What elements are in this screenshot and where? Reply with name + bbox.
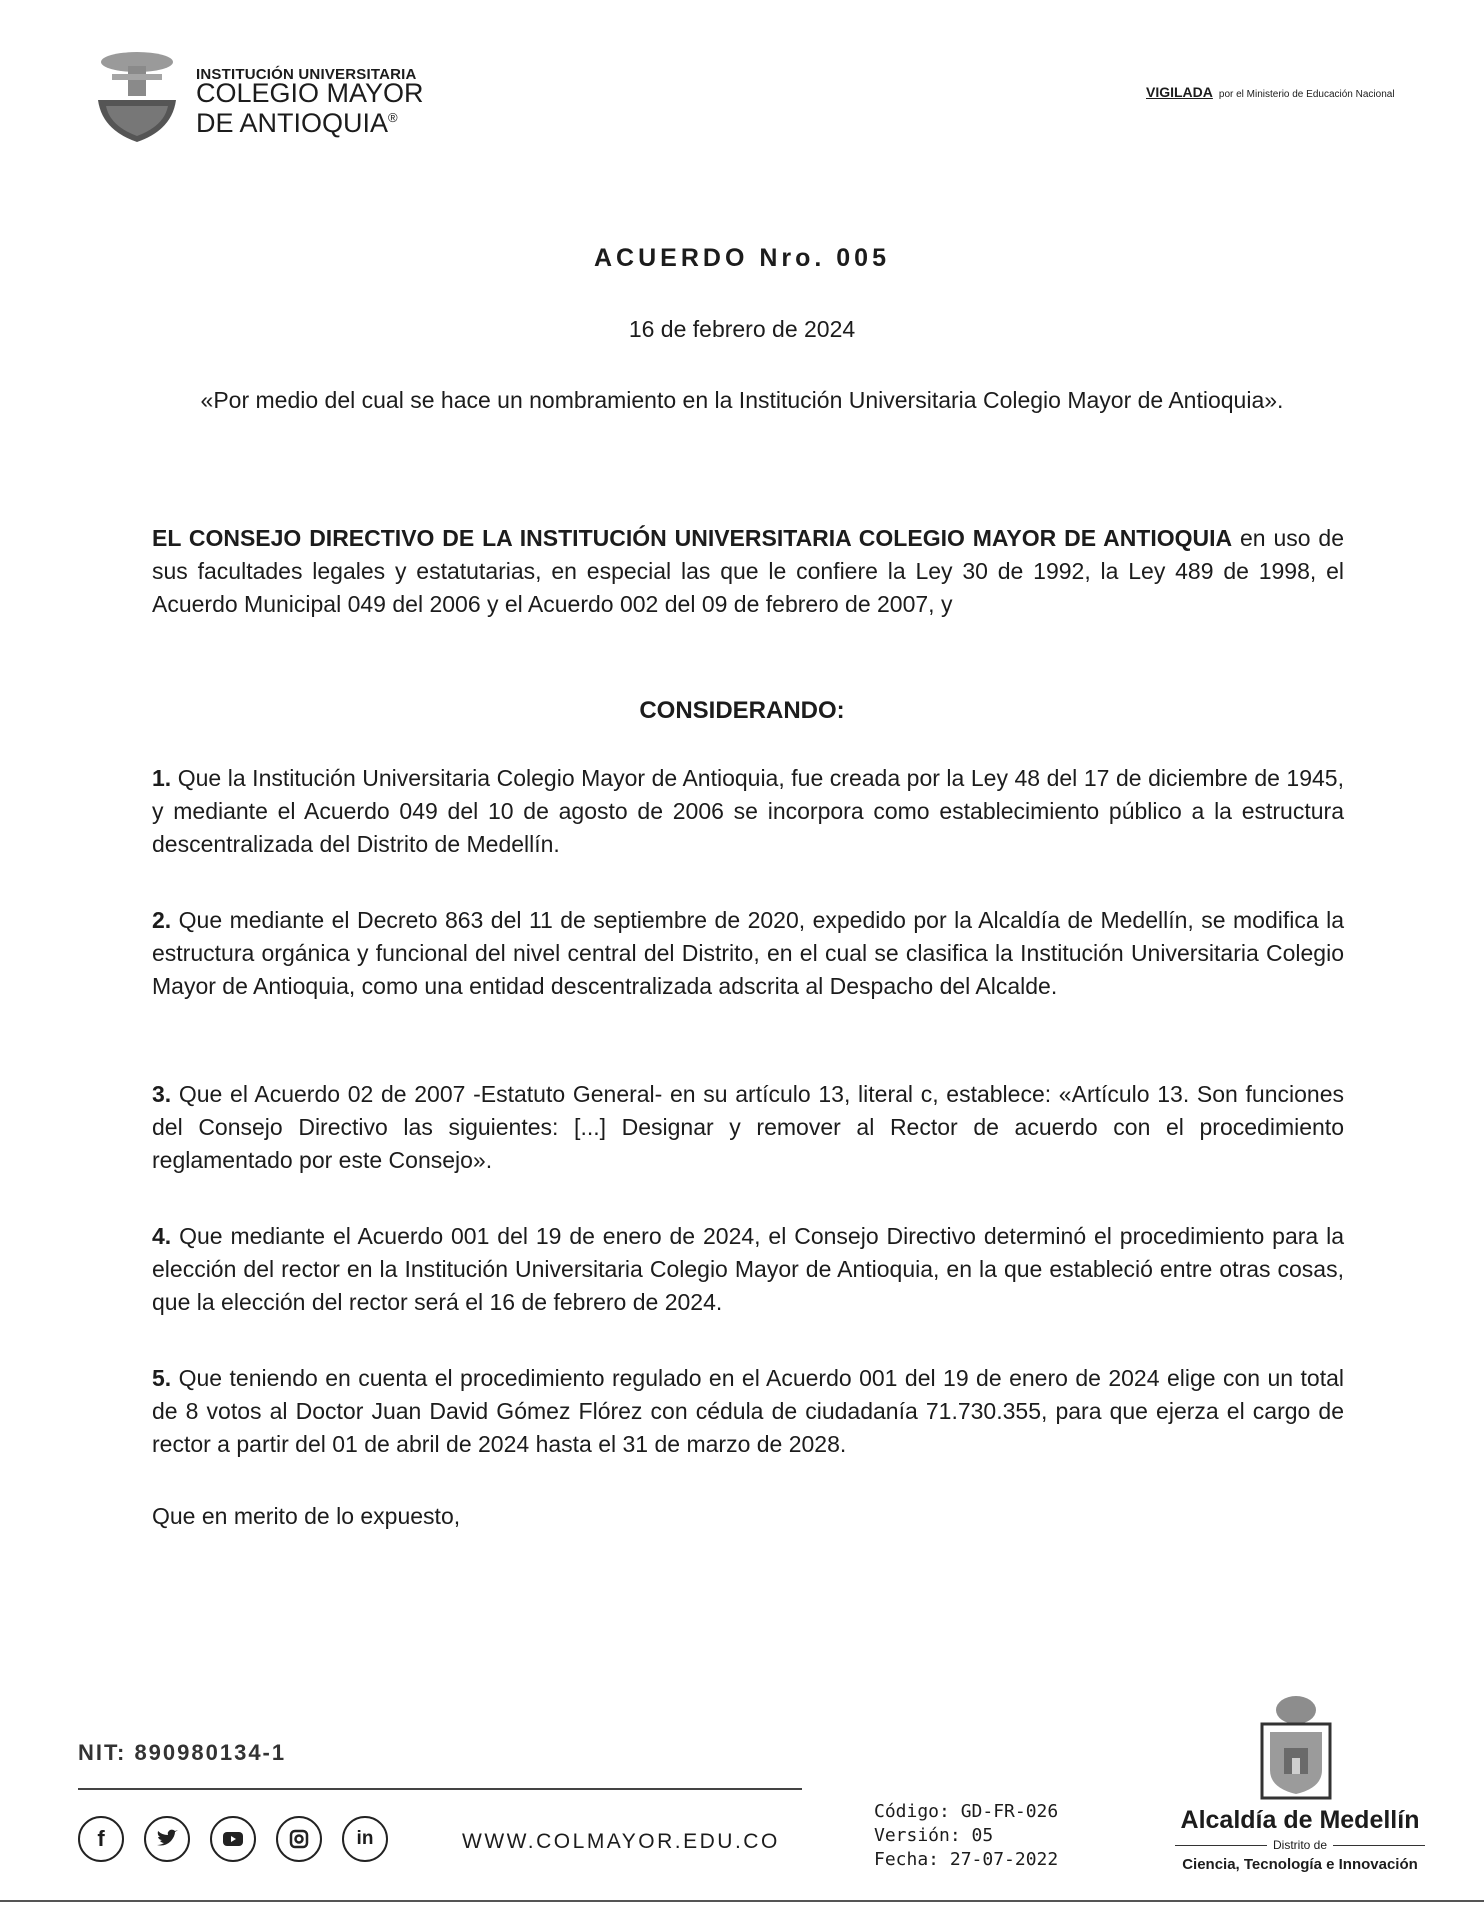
linkedin-icon[interactable]: in xyxy=(342,1816,388,1862)
institution-name-line3-text: DE ANTIOQUIA xyxy=(196,108,389,138)
footer-divider xyxy=(78,1788,802,1790)
youtube-icon[interactable] xyxy=(210,1816,256,1862)
closing-line: Que en merito de lo expuesto, xyxy=(152,1503,461,1529)
bottom-divider xyxy=(0,1900,1484,1902)
fecha: Fecha: 27-07-2022 xyxy=(874,1849,1059,1870)
considerando-item-5 xyxy=(152,1362,1344,1461)
website-link[interactable]: WWW.COLMAYOR.EDU.CO xyxy=(462,1830,780,1853)
twitter-icon[interactable] xyxy=(144,1816,190,1862)
intro-bold: EL CONSEJO DIRECTIVO DE LA INSTITUCIÓN UNIVERSITARIA COLEGIO MAYOR DE ANTIOQUIA xyxy=(152,525,1233,551)
document-subject: «Por medio del cual se hace un nombramiento en la Institución Universitaria Colegio Mayor de Antioquia». xyxy=(200,387,1284,413)
vigilada-label: VIGILADA xyxy=(1146,84,1213,100)
institution-name-line2: COLEGIO MAYOR xyxy=(196,78,424,108)
item-number: 4. xyxy=(152,1223,172,1249)
divider-left xyxy=(1175,1845,1267,1846)
alcaldia-crest-icon xyxy=(1256,1692,1336,1802)
item-text: Que teniendo en cuenta el procedimiento regulado en el Acuerdo 001 del 19 de enero de 2024 elige con un total de 8 votos al Doctor Juan David Gómez Flórez con cédula de ciudadanía 71.730.355, para que ejerza el cargo de rector a partir del 01 de abril de 2024 hasta el 31 de marzo de 2028. xyxy=(152,1365,1344,1457)
item-text: Que mediante el Decreto 863 del 11 de septiembre de 2020, expedido por la Alcaldía de Medellín, se modifica la estructura orgánica y funcional del nivel central del Distrito, en el cual se clasifica la Institución Universitaria Colegio Mayor de Antioquia, como una entidad descentralizada adscrita al Despacho del Alcalde. xyxy=(152,907,1344,999)
instagram-icon[interactable] xyxy=(276,1816,322,1862)
registered-mark: ® xyxy=(388,110,398,125)
social-icons xyxy=(78,1816,388,1862)
item-number: 2. xyxy=(152,907,172,933)
codigo: Código: GD-FR-026 xyxy=(874,1801,1059,1822)
distrito-text: Distrito de xyxy=(1272,1838,1328,1852)
document-control-codes xyxy=(874,1800,1058,1872)
divider-right xyxy=(1333,1845,1425,1846)
facebook-icon[interactable]: f xyxy=(78,1816,124,1862)
considerando-item-1 xyxy=(152,762,1344,861)
institution-name-line1: INSTITUCIÓN UNIVERSITARIA xyxy=(196,66,417,83)
considerando-item-3 xyxy=(152,1078,1344,1177)
ciencia-label: Ciencia, Tecnología e Innovación xyxy=(1182,1856,1418,1873)
nit-number: NIT: 890980134-1 xyxy=(78,1740,287,1765)
intro-text: en uso de sus facultades legales y estatutarias, en especial las que le confiere la Ley 30 de 1992, la Ley 489 de 1998, el Acuerdo Municipal 049 del 2006 y el Acuerdo 002 del 09 de febrero de 2007, y xyxy=(152,525,1345,617)
item-number: 5. xyxy=(152,1365,172,1391)
item-text: Que la Institución Universitaria Colegio Mayor de Antioquia, fue creada por la Ley 48 del 17 de diciembre de 1945, y mediante el Acuerdo 049 del 10 de agosto de 2006 se incorpora como establecimiento público a la estructura descentralizada del Distrito de Medellín. xyxy=(152,765,1344,857)
document-date: 16 de febrero de 2024 xyxy=(628,316,856,342)
item-text: Que el Acuerdo 02 de 2007 -Estatuto General- en su artículo 13, literal c, establece: «Artículo 13. Son funciones del Consejo Directivo las siguientes: [...] Designar y remover al Rector de acuerdo con el procedimiento reglamentado por este Consejo». xyxy=(152,1081,1344,1173)
ministerio-label: por el Ministerio de Educación Nacional xyxy=(1218,89,1395,100)
considerando-item-4 xyxy=(152,1220,1344,1319)
considerando-item-2 xyxy=(152,904,1344,1003)
item-text: Que mediante el Acuerdo 001 del 19 de enero de 2024, el Consejo Directivo determinó el procedimiento para la elección del rector en la Institución Universitaria Colegio Mayor de Antioquia, en la que estableció entre otras cosas, que la elección del rector será el 16 de febrero de 2024. xyxy=(152,1223,1344,1315)
distrito-label xyxy=(1150,1838,1450,1852)
considerando-heading: CONSIDERANDO: xyxy=(639,697,845,724)
intro-paragraph xyxy=(152,522,1344,621)
document-title: ACUERDO Nro. 005 xyxy=(594,244,890,272)
item-number: 3. xyxy=(152,1081,172,1107)
vigilada-notice xyxy=(1146,84,1395,100)
version: Versión: 05 xyxy=(874,1825,994,1846)
alcaldia-name: Alcaldía de Medellín xyxy=(1180,1806,1420,1834)
institution-name-line3 xyxy=(196,104,398,137)
institution-logo-icon xyxy=(92,48,182,144)
item-number: 1. xyxy=(152,765,172,791)
